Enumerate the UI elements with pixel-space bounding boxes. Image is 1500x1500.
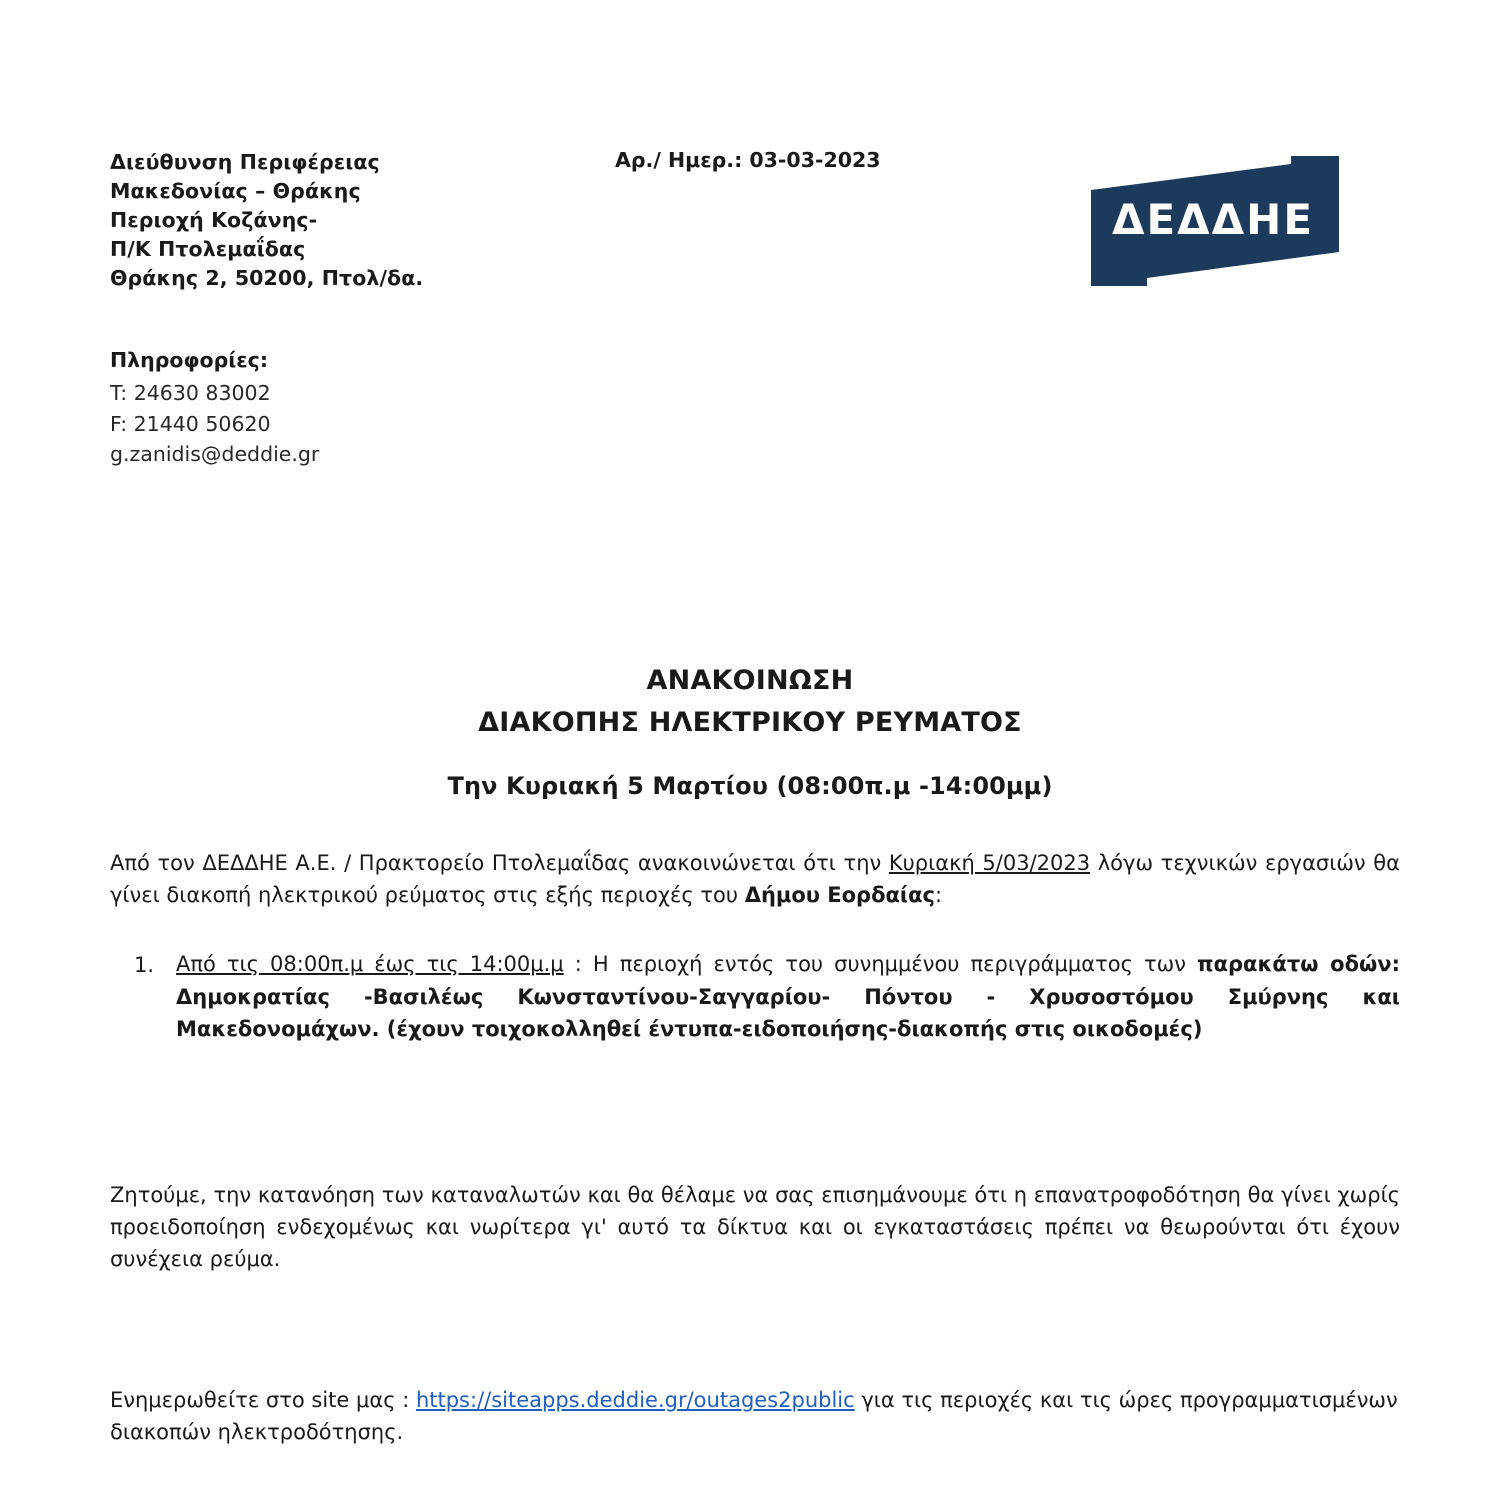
contact-phone: T: 24630 83002 (110, 380, 271, 405)
footer-text-post: για τις περιοχές και τις ώρες προγραμματισμένων διακοπών ηλεκτροδότησης. (110, 1388, 1398, 1444)
contact-email: g.zanidis@deddie.gr (110, 442, 320, 467)
intro-text-pre: Από τον ΔΕΔΔΗΕ Α.Ε. / Πρακτορείο Πτολεμαΐδας ανακοινώνεται ότι την (110, 851, 889, 875)
contact-info-title: Πληροφορίες: (110, 348, 269, 372)
page-title-line-1: ΑΝΑΚΟΙΝΩΣΗ (646, 665, 854, 696)
page-subtitle: Την Κυριακή 5 Μαρτίου (08:00π.μ -14:00μμ) (447, 772, 1053, 800)
intro-municipality: Δήμου Εορδαίας (744, 882, 935, 907)
list-item-plain-text: : Η περιοχή εντός του συνημμένου περιγράμματος των (563, 952, 1197, 976)
list-item-timerange: Από τις 08:00π.μ έως τις 14:00μ.μ (176, 952, 564, 976)
contact-fax: F: 21440 50620 (110, 411, 271, 436)
outages-site-link[interactable]: https://siteapps.deddie.gr/outages2public (415, 1388, 855, 1412)
page-title-line-2: ΔΙΑΚΟΠΗΣ ΗΛΕΚΤΡΙΚΟΥ ΡΕΥΜΑΤΟΣ (478, 706, 1022, 738)
list-item (110, 948, 1400, 1046)
sender-line-5: Θράκης 2, 50200, Πτολ/δα. (110, 266, 424, 291)
sender-line-3: Περιοχή Κοζάνης- (110, 208, 318, 233)
document-reference-date: Αρ./ Ημερ.: 03-03-2023 (615, 148, 881, 172)
sender-line-4: Π/Κ Πτολεμαΐδας (110, 237, 306, 262)
intro-paragraph (110, 848, 1400, 912)
contact-info-block (110, 345, 530, 470)
intro-outage-date: Κυριακή 5/03/2023 (888, 851, 1091, 875)
footer-text-pre: Ενημερωθείτε στο site μας : (110, 1388, 416, 1412)
sender-line-1: Διεύθυνση Περιφέρειας (110, 150, 380, 174)
intro-text-mid: λόγω τεχνικών εργασιών θα γίνει διακοπή ηλεκτρικού ρεύματος στις εξής περιοχές του (110, 851, 1400, 907)
list-item-text (176, 948, 1400, 1046)
document-header (110, 148, 1400, 308)
list-item-streets: παρακάτω οδών: Δημοκρατίας -Βασιλέως Κωνσταντίνου-Σαγγαρίου- Πόντου - Χρυσοστόμου Σμύρνης και Μακεδονομάχων. (έχουν τοιχοκολληθεί έντυπα-ειδοποιήσης-διακοπής στις οικοδομές) (176, 952, 1400, 1042)
deddie-logo (1085, 156, 1345, 286)
list-item-number: 1. (133, 953, 154, 977)
footer-paragraph (110, 1385, 1400, 1449)
page-title (0, 660, 1500, 744)
svg-text:ΔΕΔΔΗΕ: ΔΕΔΔΗΕ (1111, 195, 1315, 244)
intro-text-post: : (934, 882, 943, 907)
outage-list (110, 948, 1400, 1046)
sender-address-block (110, 148, 530, 294)
sender-line-2: Μακεδονίας – Θράκης (110, 179, 361, 204)
note-paragraph: Ζητούμε, την κατανόηση των καταναλωτών και θα θέλαμε να σας επισημάνουμε ότι η επανατροφοδότηση θα γίνει χωρίς προειδοποίηση ενδεχομένως και νωρίτερα γι' αυτό τα δίκτυα και οι εγκαταστάσεις πρέπει να θεωρούνται ότι έχουν συνέχεια ρεύμα. (110, 1183, 1400, 1271)
